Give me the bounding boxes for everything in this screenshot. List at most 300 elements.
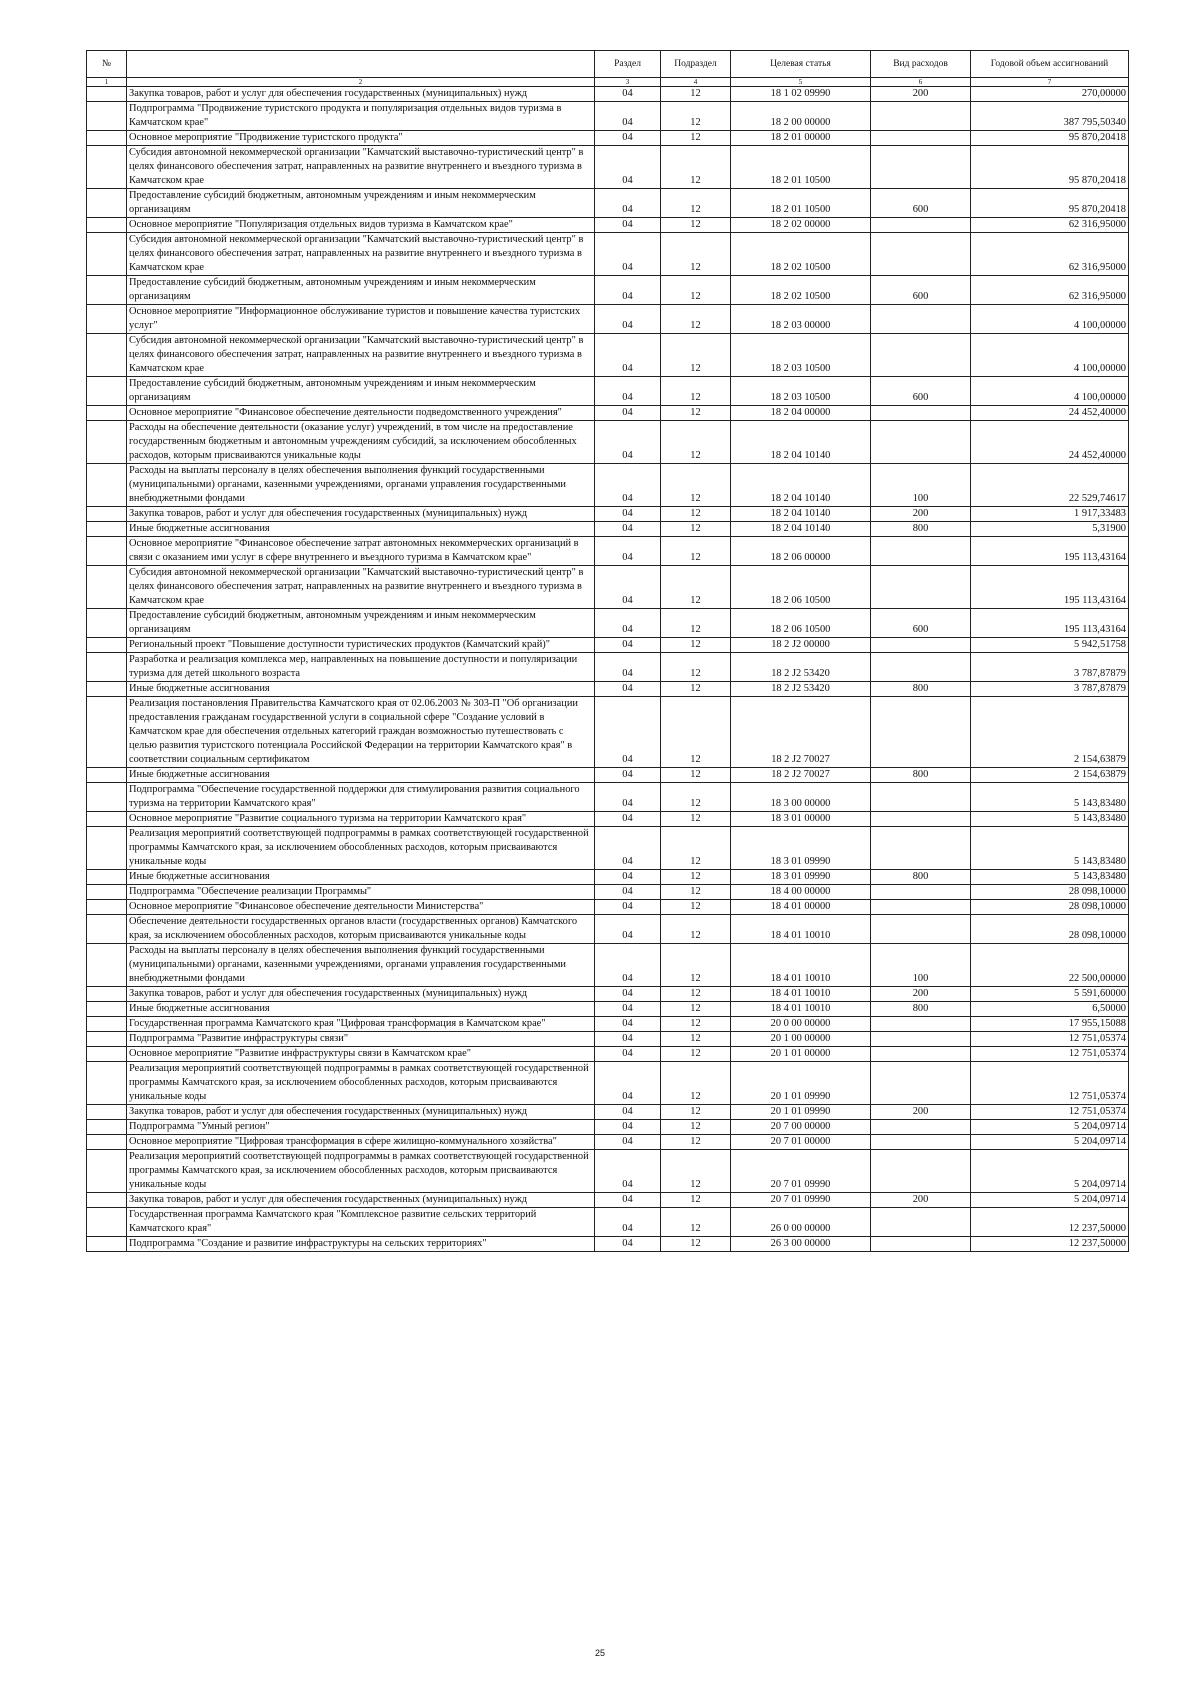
cell-expense-type: 100 [871,464,971,507]
cell-target-article: 20 7 01 00000 [731,1135,871,1150]
table-row [87,406,1129,421]
table-row [87,1237,1129,1252]
table-row [87,1032,1129,1047]
cell-podrazdel: 12 [661,812,731,827]
cell-podrazdel: 12 [661,233,731,276]
header-expense-type: Вид расходов [871,51,971,78]
cell-target-article: 18 2 01 00000 [731,131,871,146]
cell-number [87,189,127,218]
cell-amount: 5 942,51758 [971,638,1129,653]
cell-name: Расходы на обеспечение деятельности (оказание услуг) учреждений, в том числе на предоставление государственным бюджетным и автономным учреждениям субсидий, за исключением обособленных расходов, которым присваиваются уникальные коды [127,421,595,464]
cell-podrazdel: 12 [661,697,731,768]
page-number: 25 [594,1648,605,1658]
cell-expense-type: 600 [871,377,971,406]
cell-razdel: 04 [595,305,661,334]
cell-amount: 4 100,00000 [971,305,1129,334]
cell-name: Субсидия автономной некоммерческой организации "Камчатский выставочно-туристический центр" в целях финансового обеспечения затрат, направленных на развитие внутреннего и въездного туризма в Камчатском крае [127,233,595,276]
cell-name: Реализация мероприятий соответствующей подпрограммы в рамках соответствующей государственной программы Камчатского края, за исключением обособленных расходов, которым присваиваются уникальные коды [127,1062,595,1105]
cell-expense-type: 800 [871,1002,971,1017]
cell-amount: 12 751,05374 [971,1105,1129,1120]
table-row [87,377,1129,406]
cell-razdel: 04 [595,885,661,900]
cell-amount: 5 204,09714 [971,1135,1129,1150]
cell-podrazdel: 12 [661,1032,731,1047]
cell-name: Закупка товаров, работ и услуг для обеспечения государственных (муниципальных) нужд [127,87,595,102]
cell-podrazdel: 12 [661,915,731,944]
cell-expense-type [871,218,971,233]
cell-razdel: 04 [595,102,661,131]
cell-amount: 2 154,63879 [971,768,1129,783]
table-row [87,522,1129,537]
cell-target-article: 18 3 01 09990 [731,827,871,870]
cell-amount: 3 787,87879 [971,682,1129,697]
cell-expense-type [871,1047,971,1062]
cell-target-article: 18 4 01 10010 [731,915,871,944]
cell-amount: 5 204,09714 [971,1150,1129,1193]
cell-name: Расходы на выплаты персоналу в целях обеспечения выполнения функций государственными (муниципальными) органами, казенными учреждениями, органами управления государственными внебюджетными фондами [127,464,595,507]
cell-razdel: 04 [595,146,661,189]
cell-name: Основное мероприятие "Развитие социального туризма на территории Камчатского края" [127,812,595,827]
cell-podrazdel: 12 [661,1062,731,1105]
table-row [87,233,1129,276]
cell-number [87,653,127,682]
cell-target-article: 18 4 01 10010 [731,944,871,987]
table-row [87,276,1129,305]
cell-podrazdel: 12 [661,305,731,334]
table-row [87,1105,1129,1120]
cell-name: Основное мероприятие "Информационное обслуживание туристов и повышение качества туристских услуг" [127,305,595,334]
cell-name: Основное мероприятие "Финансовое обеспечение деятельности подведомственного учреждения" [127,406,595,421]
cell-razdel: 04 [595,233,661,276]
table-row [87,609,1129,638]
cell-number [87,1150,127,1193]
cell-expense-type [871,885,971,900]
cell-amount: 12 237,50000 [971,1237,1129,1252]
cell-podrazdel: 12 [661,537,731,566]
cell-expense-type: 200 [871,1193,971,1208]
cell-amount: 270,00000 [971,87,1129,102]
cell-podrazdel: 12 [661,827,731,870]
cell-name: Иные бюджетные ассигнования [127,768,595,783]
cell-number [87,507,127,522]
cell-number [87,1017,127,1032]
cell-number [87,377,127,406]
cell-podrazdel: 12 [661,900,731,915]
cell-razdel: 04 [595,812,661,827]
cell-expense-type: 600 [871,189,971,218]
cell-podrazdel: 12 [661,783,731,812]
cell-podrazdel: 12 [661,146,731,189]
cell-target-article: 18 2 J2 53420 [731,653,871,682]
cell-expense-type: 800 [871,522,971,537]
cell-target-article: 18 2 01 10500 [731,189,871,218]
cell-name: Основное мероприятие "Финансовое обеспечение затрат автономных некоммерческих организаций в связи с оказанием ими услуг в сфере внутреннего и въездного туризма в Камчатском крае" [127,537,595,566]
cell-target-article: 18 3 01 09990 [731,870,871,885]
cell-target-article: 18 2 04 00000 [731,406,871,421]
cell-razdel: 04 [595,1208,661,1237]
cell-name: Основное мероприятие "Финансовое обеспечение деятельности Министерства" [127,900,595,915]
cell-target-article: 18 2 04 10140 [731,507,871,522]
cell-name: Иные бюджетные ассигнования [127,1002,595,1017]
cell-podrazdel: 12 [661,885,731,900]
cell-number [87,1002,127,1017]
cell-podrazdel: 12 [661,1002,731,1017]
cell-name: Основное мероприятие "Продвижение туристского продукта" [127,131,595,146]
table-row [87,1193,1129,1208]
cell-amount: 6,50000 [971,1002,1129,1017]
cell-expense-type [871,233,971,276]
cell-target-article: 18 2 06 10500 [731,609,871,638]
column-number-6: 6 [871,78,971,87]
cell-amount: 12 751,05374 [971,1047,1129,1062]
cell-name: Закупка товаров, работ и услуг для обеспечения государственных (муниципальных) нужд [127,1193,595,1208]
cell-razdel: 04 [595,768,661,783]
table-row [87,827,1129,870]
cell-number [87,944,127,987]
cell-number [87,987,127,1002]
cell-number [87,768,127,783]
cell-razdel: 04 [595,987,661,1002]
cell-podrazdel: 12 [661,464,731,507]
cell-expense-type: 100 [871,944,971,987]
cell-podrazdel: 12 [661,653,731,682]
cell-razdel: 04 [595,507,661,522]
cell-podrazdel: 12 [661,566,731,609]
cell-number [87,102,127,131]
cell-podrazdel: 12 [661,276,731,305]
cell-target-article: 18 2 00 00000 [731,102,871,131]
cell-target-article: 18 4 01 10010 [731,987,871,1002]
cell-amount: 22 529,74617 [971,464,1129,507]
cell-target-article: 26 0 00 00000 [731,1208,871,1237]
cell-amount: 4 100,00000 [971,334,1129,377]
cell-razdel: 04 [595,609,661,638]
table-row [87,653,1129,682]
cell-razdel: 04 [595,682,661,697]
cell-expense-type [871,1017,971,1032]
table-body [87,87,1129,1252]
column-number-4: 4 [661,78,731,87]
cell-amount: 28 098,10000 [971,885,1129,900]
cell-podrazdel: 12 [661,1193,731,1208]
table-row [87,334,1129,377]
cell-razdel: 04 [595,87,661,102]
cell-target-article: 18 4 01 10010 [731,1002,871,1017]
cell-number [87,233,127,276]
cell-name: Разработка и реализация комплекса мер, направленных на повышение доступности и популяризации туризма для детей школьного возраста [127,653,595,682]
cell-number [87,131,127,146]
cell-name: Субсидия автономной некоммерческой организации "Камчатский выставочно-туристический центр" в целях финансового обеспечения затрат, направленных на развитие внутреннего и въездного туризма в Камчатском крае [127,566,595,609]
cell-expense-type [871,305,971,334]
cell-razdel: 04 [595,566,661,609]
table-row [87,189,1129,218]
cell-number [87,609,127,638]
cell-name: Реализация мероприятий соответствующей подпрограммы в рамках соответствующей государственной программы Камчатского края, за исключением обособленных расходов, которым присваиваются уникальные коды [127,1150,595,1193]
cell-expense-type [871,1032,971,1047]
cell-target-article: 18 4 00 00000 [731,885,871,900]
cell-name: Региональный проект "Повышение доступности туристических продуктов (Камчатский край)" [127,638,595,653]
cell-expense-type: 200 [871,507,971,522]
header-razdel: Раздел [595,51,661,78]
cell-amount: 62 316,95000 [971,233,1129,276]
cell-name: Подпрограмма "Продвижение туристского продукта и популяризация отдельных видов туризма в Камчатском крае" [127,102,595,131]
cell-name: Закупка товаров, работ и услуг для обеспечения государственных (муниципальных) нужд [127,1105,595,1120]
cell-target-article: 18 2 03 10500 [731,334,871,377]
cell-number [87,421,127,464]
cell-podrazdel: 12 [661,1017,731,1032]
cell-expense-type [871,638,971,653]
cell-podrazdel: 12 [661,507,731,522]
cell-number [87,1135,127,1150]
cell-target-article: 18 2 02 10500 [731,276,871,305]
cell-name: Подпрограмма "Развитие инфраструктуры связи" [127,1032,595,1047]
table-row [87,1208,1129,1237]
cell-name: Основное мероприятие "Популяризация отдельных видов туризма в Камчатском крае" [127,218,595,233]
table-row [87,421,1129,464]
cell-podrazdel: 12 [661,522,731,537]
cell-podrazdel: 12 [661,421,731,464]
table-row [87,915,1129,944]
table-row [87,870,1129,885]
cell-expense-type: 200 [871,87,971,102]
cell-name: Предоставление субсидий бюджетным, автономным учреждениям и иным некоммерческим организациям [127,377,595,406]
cell-amount: 12 237,50000 [971,1208,1129,1237]
cell-expense-type [871,783,971,812]
cell-number [87,1032,127,1047]
cell-number [87,783,127,812]
cell-number [87,305,127,334]
cell-amount: 3 787,87879 [971,653,1129,682]
cell-amount: 5,31900 [971,522,1129,537]
cell-amount: 12 751,05374 [971,1032,1129,1047]
cell-podrazdel: 12 [661,1047,731,1062]
cell-amount: 24 452,40000 [971,421,1129,464]
cell-podrazdel: 12 [661,87,731,102]
table-row [87,464,1129,507]
cell-number [87,1237,127,1252]
cell-razdel: 04 [595,915,661,944]
cell-podrazdel: 12 [661,334,731,377]
cell-razdel: 04 [595,1193,661,1208]
cell-expense-type [871,915,971,944]
table-row [87,697,1129,768]
cell-expense-type [871,1237,971,1252]
cell-target-article: 20 1 01 00000 [731,1047,871,1062]
table-row [87,768,1129,783]
cell-podrazdel: 12 [661,609,731,638]
cell-razdel: 04 [595,406,661,421]
cell-target-article: 20 1 01 09990 [731,1062,871,1105]
cell-razdel: 04 [595,900,661,915]
cell-number [87,1208,127,1237]
cell-amount: 5 143,83480 [971,812,1129,827]
cell-target-article: 26 3 00 00000 [731,1237,871,1252]
cell-podrazdel: 12 [661,870,731,885]
budget-table [86,50,1129,1252]
table-row [87,1150,1129,1193]
cell-expense-type [871,1135,971,1150]
cell-amount: 5 591,60000 [971,987,1129,1002]
cell-razdel: 04 [595,334,661,377]
cell-razdel: 04 [595,276,661,305]
cell-name: Закупка товаров, работ и услуг для обеспечения государственных (муниципальных) нужд [127,987,595,1002]
table-row [87,1047,1129,1062]
cell-target-article: 20 1 00 00000 [731,1032,871,1047]
cell-target-article: 18 2 04 10140 [731,522,871,537]
cell-target-article: 18 3 01 00000 [731,812,871,827]
cell-expense-type [871,421,971,464]
cell-expense-type: 600 [871,609,971,638]
table-row [87,1120,1129,1135]
cell-expense-type [871,146,971,189]
cell-expense-type: 600 [871,276,971,305]
cell-number [87,1047,127,1062]
cell-name: Государственная программа Камчатского края "Комплексное развитие сельских территорий Камчатского края" [127,1208,595,1237]
cell-number [87,915,127,944]
cell-razdel: 04 [595,1237,661,1252]
cell-razdel: 04 [595,944,661,987]
cell-podrazdel: 12 [661,1120,731,1135]
cell-expense-type [871,102,971,131]
cell-number [87,697,127,768]
cell-razdel: 04 [595,697,661,768]
cell-razdel: 04 [595,827,661,870]
header-annual-amount: Годовой объем ассигнований [971,51,1129,78]
cell-name: Реализация постановления Правительства Камчатского края от 02.06.2003 № 303-П "Об организации предоставления гражданам государственной услуги в социальной сфере "Создание условий в Камчатском крае для обеспечения отдельных категорий граждан возможностью путешествовать с целью развития туристского потенциала Российской Федерации на территории Камчатского края" в соответствии социальным сертификатом [127,697,595,768]
cell-target-article: 20 7 01 09990 [731,1150,871,1193]
cell-amount: 22 500,00000 [971,944,1129,987]
cell-target-article: 18 3 00 00000 [731,783,871,812]
cell-target-article: 20 0 00 00000 [731,1017,871,1032]
cell-expense-type [871,1062,971,1105]
cell-number [87,1120,127,1135]
cell-name: Предоставление субсидий бюджетным, автономным учреждениям и иным некоммерческим организациям [127,189,595,218]
cell-razdel: 04 [595,1062,661,1105]
cell-number [87,682,127,697]
table-row [87,783,1129,812]
cell-amount: 1 917,33483 [971,507,1129,522]
cell-number [87,87,127,102]
column-number-2: 2 [127,78,595,87]
cell-podrazdel: 12 [661,189,731,218]
table-row [87,131,1129,146]
cell-number [87,1105,127,1120]
table-row [87,900,1129,915]
cell-podrazdel: 12 [661,1150,731,1193]
cell-target-article: 18 2 06 00000 [731,537,871,566]
cell-amount: 5 204,09714 [971,1120,1129,1135]
cell-name: Обеспечение деятельности государственных органов власти (государственных органов) Камчатского края, за исключением обособленных расходов, которым присваиваются уникальные коды [127,915,595,944]
cell-razdel: 04 [595,1120,661,1135]
header-podrazdel: Подраздел [661,51,731,78]
cell-amount: 95 870,20418 [971,189,1129,218]
cell-name: Иные бюджетные ассигнования [127,870,595,885]
cell-razdel: 04 [595,1017,661,1032]
cell-podrazdel: 12 [661,406,731,421]
cell-amount: 24 452,40000 [971,406,1129,421]
cell-razdel: 04 [595,1047,661,1062]
cell-razdel: 04 [595,522,661,537]
cell-expense-type [871,1120,971,1135]
cell-number [87,1062,127,1105]
table-row [87,1017,1129,1032]
cell-razdel: 04 [595,1150,661,1193]
cell-expense-type [871,827,971,870]
column-number-3: 3 [595,78,661,87]
cell-name: Иные бюджетные ассигнования [127,522,595,537]
cell-number [87,334,127,377]
table-row [87,638,1129,653]
cell-podrazdel: 12 [661,1135,731,1150]
cell-amount: 195 113,43164 [971,537,1129,566]
table-row [87,87,1129,102]
cell-expense-type [871,1208,971,1237]
column-number-5: 5 [731,78,871,87]
cell-razdel: 04 [595,1135,661,1150]
cell-razdel: 04 [595,464,661,507]
table-row [87,944,1129,987]
cell-expense-type: 200 [871,987,971,1002]
cell-name: Государственная программа Камчатского края "Цифровая трансформация в Камчатском крае" [127,1017,595,1032]
table-row [87,885,1129,900]
table-row [87,218,1129,233]
cell-amount: 5 204,09714 [971,1193,1129,1208]
cell-name: Предоставление субсидий бюджетным, автономным учреждениям и иным некоммерческим организациям [127,276,595,305]
cell-target-article: 18 2 03 00000 [731,305,871,334]
cell-podrazdel: 12 [661,987,731,1002]
cell-name: Подпрограмма "Обеспечение государственной поддержки для стимулирования развития социального туризма на территории Камчатского края" [127,783,595,812]
cell-number [87,812,127,827]
table-row [87,146,1129,189]
cell-number [87,146,127,189]
table-row [87,812,1129,827]
cell-expense-type: 800 [871,768,971,783]
cell-expense-type: 800 [871,870,971,885]
cell-razdel: 04 [595,189,661,218]
cell-target-article: 20 7 00 00000 [731,1120,871,1135]
table-header [87,51,1129,87]
cell-amount: 5 143,83480 [971,827,1129,870]
cell-name: Иные бюджетные ассигнования [127,682,595,697]
cell-razdel: 04 [595,421,661,464]
cell-podrazdel: 12 [661,768,731,783]
cell-number [87,276,127,305]
cell-podrazdel: 12 [661,1208,731,1237]
table-row [87,537,1129,566]
cell-expense-type: 800 [871,682,971,697]
cell-number [87,566,127,609]
cell-amount: 62 316,95000 [971,218,1129,233]
cell-amount: 28 098,10000 [971,900,1129,915]
cell-podrazdel: 12 [661,638,731,653]
cell-target-article: 18 2 04 10140 [731,421,871,464]
cell-amount: 387 795,50340 [971,102,1129,131]
table-row [87,102,1129,131]
cell-razdel: 04 [595,537,661,566]
cell-name: Предоставление субсидий бюджетным, автономным учреждениям и иным некоммерческим организациям [127,609,595,638]
cell-expense-type [871,406,971,421]
cell-amount: 195 113,43164 [971,566,1129,609]
cell-podrazdel: 12 [661,218,731,233]
cell-target-article: 18 2 J2 70027 [731,768,871,783]
cell-expense-type [871,334,971,377]
table-row [87,305,1129,334]
cell-podrazdel: 12 [661,1105,731,1120]
cell-target-article: 18 1 02 09990 [731,87,871,102]
cell-target-article: 18 2 03 10500 [731,377,871,406]
cell-number [87,900,127,915]
cell-amount: 95 870,20418 [971,131,1129,146]
